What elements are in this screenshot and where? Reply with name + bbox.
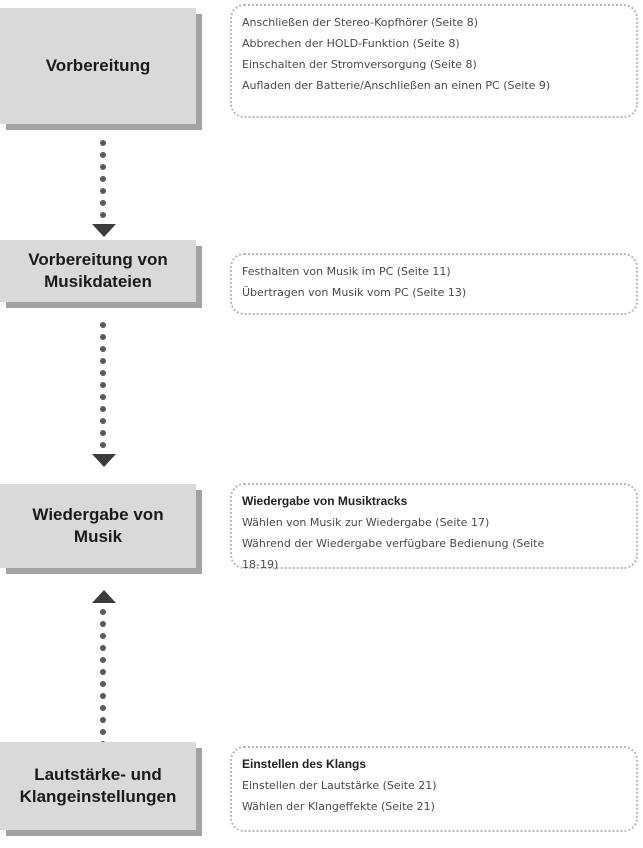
info-line: Aufladen der Batterie/Anschließen an einen PC (Seite 9) [242,79,551,92]
step-box-playback [0,484,196,568]
info-line: Wählen von Musik zur Wiedergabe (Seite 17) [242,516,490,529]
info-line: Während der Wiedergabe verfügbare Bedienung (Seite [242,537,545,550]
step-box-music-files [0,240,196,302]
info-box-preparation [230,4,638,118]
info-box-volume-sound [230,746,638,832]
info-line: Einschalten der Stromversorgung (Seite 8) [242,58,477,71]
step-title: Vorbereitung [45,56,151,75]
down-arrow-connector [92,322,114,467]
info-line: Abbrechen der HOLD-Funktion (Seite 8) [242,37,460,50]
arrow-up-icon [92,590,116,603]
info-line: 18-19) [242,558,279,571]
info-box-music-files [230,253,638,315]
info-box-playback [230,483,638,569]
arrow-down-icon [92,224,116,237]
info-line: Wählen der Klangeffekte (Seite 21) [242,800,435,813]
arrow-down-icon [92,454,116,467]
step-box-volume-sound [0,742,196,830]
down-arrow-connector [92,140,114,237]
info-line: Festhalten von Musik im PC (Seite 11) [242,265,451,278]
info-line: Übertragen von Musik vom PC (Seite 13) [242,286,467,299]
info-line: Einstellen der Lautstärke (Seite 21) [242,779,437,792]
step-box-preparation [0,8,196,124]
info-line: Anschließen der Stereo-Kopfhörer (Seite 8) [242,16,479,29]
info-heading: Einstellen des Klangs [242,757,367,771]
up-arrow-connector [92,590,114,753]
info-heading: Wiedergabe von Musiktracks [242,494,408,508]
step-title: Vorbereitung von Musikdateien [28,250,168,291]
step-title: Wiedergabe von Musik [32,505,164,546]
step-title: Lautstärke- und Klangeinstellungen [19,765,177,806]
